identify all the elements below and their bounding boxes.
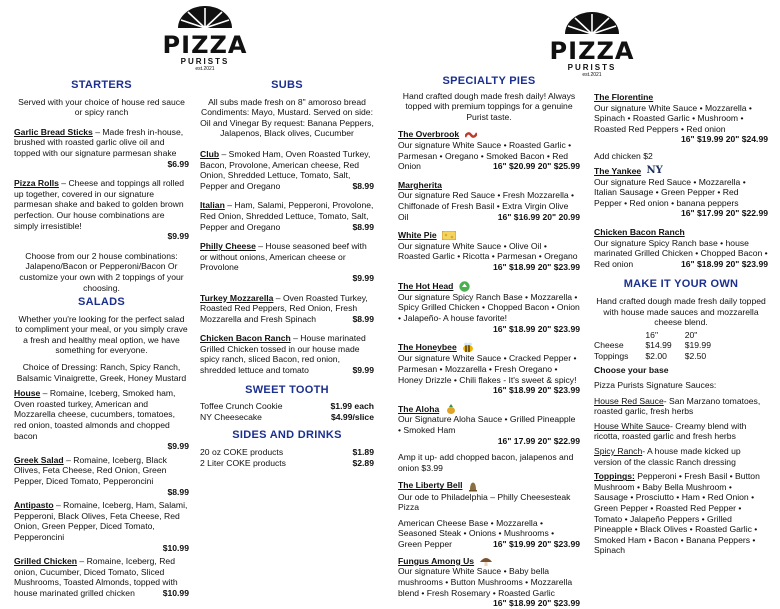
logo-est: est.2021 xyxy=(582,72,602,78)
sauce-desc: - A house made kicked up version of the classic Ranch dressing xyxy=(594,446,741,467)
item-name: The Liberty Bell xyxy=(398,480,463,491)
sauce-name: House Red Sauce xyxy=(594,395,664,406)
sweet-title: SWEET TOOTH xyxy=(245,383,329,396)
item-price: $10.99 xyxy=(162,587,189,598)
item-desc: Our signature White Sauce • Cracked Pepper • Parmesan • Mozzarella • Fresh Oregano • Honey Drizzle • Chili flakes - It's sweet & spicy! xyxy=(398,353,577,385)
item-name: Garlic Bread Sticks xyxy=(14,126,93,137)
menu-item xyxy=(594,166,768,219)
menu-item xyxy=(398,129,580,171)
table-row xyxy=(594,351,724,362)
item-name: Margherita xyxy=(398,179,442,190)
item-price: $8.99 xyxy=(352,180,374,191)
item-desc: – Romaine, Iceberg, Smoked ham, Oven roasted turkey, American and Mozzarella cheese, cucumbers, tomatoes, red onion, toasted almonds and chopped bacon xyxy=(14,388,176,441)
logo-est: est.2021 xyxy=(195,66,215,72)
item-price: 16" $18.99 20" $23.99 xyxy=(493,598,580,609)
table-row xyxy=(200,412,374,423)
menu-item xyxy=(200,241,374,283)
row-price: $1.99 each xyxy=(330,401,374,412)
sides-title: SIDES AND DRINKS xyxy=(232,429,342,442)
item-price: 16" $18.99 20" $23.99 xyxy=(493,385,580,396)
sweet-table xyxy=(200,401,374,422)
menu-item xyxy=(398,556,580,609)
item-price: 16" $20.99 20" $25.99 xyxy=(493,161,580,172)
item-desc: – Oven Roasted Turkey, Roasted Red Peppers, Red Onion, Fresh Mozzarella and Fresh Spinach xyxy=(200,292,368,324)
menu-item xyxy=(398,342,580,396)
starters-combos: Choose from our 2 house combinations: Jalapeno/Bacon or Pepperoni/Bacon Or customize your own with 2 toppings of your choosing. xyxy=(19,250,184,293)
item-price: $8.99 xyxy=(167,486,189,497)
size-header: 16" xyxy=(645,329,659,340)
table-row xyxy=(594,340,724,351)
item-desc: – Romaine, Iceberg, Red onion, Cucumber, Diced Tomato, Sliced Mushrooms, Toasted Almonds, topped with house marinated grilled chicken xyxy=(14,556,178,598)
row-price: $2.89 xyxy=(352,457,374,468)
column-starters-salads xyxy=(14,76,189,599)
item-price: $9.99 xyxy=(352,272,374,283)
item-desc: Our ode to Philadelphia – Philly Cheesesteak Pizza xyxy=(398,491,571,513)
item-desc: – Ham, Salami, Pepperoni, Provolone, Red Onion, Shredded Lettuce, Tomato, Salt, Pepper and Oregano xyxy=(200,200,374,232)
item-name: House xyxy=(14,388,41,399)
item-name: The Overbrook xyxy=(398,129,460,140)
salads-title: SALADS xyxy=(77,296,126,309)
row-name: 20 oz COKE products xyxy=(200,447,284,458)
item-desc: – Smoked Ham, Oven Roasted Turkey, Bacon, Provolone, American cheese, Red Onion, Shredded Lettuce, Tomato, Salt, Pepper and Oregano xyxy=(200,148,371,191)
item-price: 16" $18.99 20" $23.99 xyxy=(493,261,580,272)
row-price: $19.99 xyxy=(684,340,711,351)
column-specialty xyxy=(398,72,580,609)
item-desc: – Romaine, Iceberg, Ham, Salami, Pepperoni, Black Olives, Feta Cheese, Red Onion, Green Pepper, Diced Tomato, Pepperoncini xyxy=(14,500,188,542)
myo-price-table xyxy=(594,330,724,362)
specialty-title: SPECIALTY PIES xyxy=(442,75,536,87)
sides-table xyxy=(200,447,374,468)
item-price: 16" $16.99 20" 20.99 xyxy=(497,211,580,222)
sauce-desc: - San Marzano tomatoes, roasted garlic, fresh herbs xyxy=(594,395,761,417)
specialty-intro: Hand crafted dough made fresh daily! Always topped with premium toppings for a genuine Purist taste. xyxy=(402,90,576,122)
item-price: 16" $19.99 20" $23.99 xyxy=(493,539,580,550)
menu-item xyxy=(200,149,374,191)
item-price: $9.99 xyxy=(352,365,374,376)
menu-item xyxy=(200,200,374,232)
item-name: Antipasto xyxy=(14,500,54,511)
item-name: The Honeybee xyxy=(398,342,457,353)
sauce-item xyxy=(594,446,768,467)
sauces-heading: Pizza Purists Signature Sauces: xyxy=(594,380,717,391)
item-name: Greek Salad xyxy=(14,454,64,465)
item-desc: – Romaine, Iceberg, Black Olives, Feta Cheese, Red Onion, Green Pepper, Diced Tomato, Pepperoncini xyxy=(14,454,167,486)
column-subs xyxy=(200,76,374,468)
row-label: Toppings xyxy=(594,350,629,361)
item-desc: – Made fresh in-house, brushed with roasted garlic olive oil and topped with our signature parmesan shake xyxy=(14,126,184,158)
menu-item xyxy=(14,178,189,242)
item-desc: – House seasoned beef with or without onions, American cheese or Provolone xyxy=(200,241,367,273)
logo-word: PIZZA xyxy=(162,31,248,59)
salads-intro: Whether you're looking for the perfect salad to compliment your meal, or you simply crave a fresh and healthy meal option, we have something for everyone. xyxy=(15,313,188,356)
item-price: $10.99 xyxy=(162,542,189,553)
cheese-icon xyxy=(442,231,456,240)
menu-item xyxy=(398,180,580,222)
menu-item xyxy=(594,92,768,162)
pizza-dome-icon xyxy=(563,12,621,34)
item-price: 16" $17.99 20" $22.99 xyxy=(681,208,768,219)
myo-title: MAKE IT YOUR OWN xyxy=(623,278,739,291)
item-price: $8.99 xyxy=(352,313,374,324)
menu-item xyxy=(594,227,768,269)
menu-item xyxy=(398,404,580,474)
item-name: Philly Cheese xyxy=(200,241,256,252)
menu-item xyxy=(14,455,189,497)
table-row xyxy=(594,330,724,341)
sauce-item xyxy=(594,396,768,417)
item-desc: – Cheese and toppings all rolled up together, covered in our signature parmesan shake and baked to golden brown perfection. Our house combinations are simply irresistible! xyxy=(14,178,185,231)
item-price: 16" $18.99 20" $23.99 xyxy=(681,258,768,269)
item-name: White Pie xyxy=(398,230,437,241)
table-row xyxy=(200,458,374,469)
ny-logo-icon: NY xyxy=(646,165,663,176)
item-name: Chicken Bacon Ranch xyxy=(200,333,291,344)
item-extra: Add chicken $2 xyxy=(594,150,653,161)
table-row xyxy=(200,447,374,458)
row-price: $4.99/slice xyxy=(330,411,374,422)
starters-title: STARTERS xyxy=(71,79,132,91)
item-price: 16" $19.99 20" $24.99 xyxy=(681,134,768,145)
menu-item xyxy=(200,293,374,325)
logo-right xyxy=(542,12,642,78)
item-price: 16" $18.99 20" $23.99 xyxy=(493,323,580,334)
item-desc: Our Signature Aloha Sauce • Grilled Pineapple • Smoked Ham xyxy=(398,414,576,436)
item-name: The Yankee xyxy=(594,165,642,176)
item-name: Fungus Among Us xyxy=(398,555,475,566)
hot-head-icon xyxy=(459,281,470,292)
item-name: Turkey Mozzarella xyxy=(200,292,274,303)
column-right xyxy=(594,92,768,556)
item-price: $8.99 xyxy=(352,221,374,232)
liberty-bell-icon xyxy=(468,481,478,492)
row-price: $2.50 xyxy=(684,350,707,361)
item-price: $9.99 xyxy=(167,441,189,452)
item-name: Club xyxy=(200,148,220,159)
row-price: $1.89 xyxy=(352,447,374,458)
toppings-label: Toppings: xyxy=(594,471,635,482)
logo-sub: PURISTS xyxy=(567,63,617,72)
item-desc: Our signature White Sauce • Olive Oil • Roasted Garlic • Ricotta • Parmesan • Oregano xyxy=(398,240,578,262)
item-price: 16" 17.99 20" $22.99 xyxy=(497,435,580,446)
menu-item xyxy=(14,556,189,598)
toppings-text: Pepperoni • Fresh Basil • Button Mushroom • Baby Bella Mushroom • Sausage • Prosciutto • Ham • Red Onion • Green Pepper • Roasted Red Pepper • Tomato • Jalapeño Peppers • Grilled Pineapple • Black Olives • Roasted Garlic • Smoked Ham • Bacon • Banana Peppers • Spinach xyxy=(594,471,760,556)
sauce-name: House White Sauce xyxy=(594,420,670,431)
item-desc: Our signature White Sauce • Mozzarella • Spinach • Roasted Garlic • Mushroom • Roasted Red Peppers • Red onion xyxy=(594,102,752,134)
logo-sub: PURISTS xyxy=(180,57,230,66)
item-price: $9.99 xyxy=(167,231,189,242)
item-name: The Aloha xyxy=(398,403,440,414)
bee-icon xyxy=(462,342,474,353)
row-name: NY Cheesecake xyxy=(200,411,262,422)
item-desc: Our signature Spicy Ranch base • house marinated Grilled Chicken • Chopped Bacon • Red onion xyxy=(594,237,768,269)
logo-left xyxy=(155,6,255,72)
row-name: Toffee Crunch Cookie xyxy=(200,401,283,412)
sauce-name: Spicy Ranch xyxy=(594,446,643,457)
subs-title: SUBS xyxy=(271,79,303,91)
menu-item xyxy=(14,500,189,553)
item-name: Italian xyxy=(200,200,225,211)
pineapple-icon xyxy=(445,404,457,414)
size-header: 20" xyxy=(684,329,698,340)
pizza-dome-icon xyxy=(176,6,234,28)
item-desc: Our signature Red Sauce • Mozzarella • Italian Sausage • Green Pepper • Red Pepper • Red onion • banana peppers xyxy=(594,176,746,208)
toppings-list xyxy=(594,471,768,556)
starters-intro: Served with your choice of house red sauce or spicy ranch xyxy=(18,96,185,118)
salads-dressing: Choice of Dressing: Ranch, Spicy Ranch, Balsamic Vinaigrette, Greek, Honey Mustard xyxy=(16,362,187,383)
menu-item xyxy=(398,281,580,335)
menu-item xyxy=(398,230,580,272)
row-price: $2.00 xyxy=(645,350,667,361)
menu-item xyxy=(398,480,580,549)
item-price: $6.99 xyxy=(167,158,189,169)
item-name: Grilled Chicken xyxy=(14,556,78,567)
item-name: Pizza Rolls xyxy=(14,178,59,189)
table-row xyxy=(200,401,374,412)
menu-item xyxy=(14,388,189,452)
sauce-desc: - Creamy blend with ricotta, roasted garlic and fresh herbs xyxy=(594,420,747,442)
menu-item xyxy=(200,333,374,375)
base-heading: Choose your base xyxy=(594,364,669,375)
item-desc: Our signature Red Sauce • Fresh Mozzarella • Chiffonade of Fresh Basil • Extra Virgin Olive Oil xyxy=(398,190,575,222)
item-name: The Hot Head xyxy=(398,280,454,291)
mushroom-icon xyxy=(479,556,493,566)
menu-item xyxy=(14,127,189,169)
bacon-icon xyxy=(465,131,477,139)
item-name: Chicken Bacon Ranch xyxy=(594,226,685,237)
logo-word: PIZZA xyxy=(549,37,635,65)
row-label: Cheese xyxy=(594,340,624,351)
item-desc: – House marinated Grilled Chicken tossed in our house made spicy ranch, sliced Bacon, red onion, shredded lettuce and tomato xyxy=(200,333,366,376)
item-extra: Amp it up- add chopped bacon, jalapenos and onion $3.99 xyxy=(398,452,574,473)
row-name: 2 Liter COKE products xyxy=(200,457,286,468)
row-price: $14.99 xyxy=(645,340,672,351)
item-name: The Florentine xyxy=(594,92,654,102)
sauce-item xyxy=(594,421,768,442)
myo-intro: Hand crafted dough made fresh daily topped with house made sauces and mozzarella cheese blend. xyxy=(596,295,766,328)
subs-intro: All subs made fresh on 8" amoroso bread Condiments: Mayo, Mustard. Served on side: Oil and Vinegar By request: Banana Peppers, Jalapenos, Black olives, Cucumber xyxy=(200,96,374,139)
item-desc: Our signature White Sauce • Baby bella mushrooms • Button Mushrooms • Mozzarella blend • Fresh Rosemary • Roasted Garlic xyxy=(398,566,573,598)
item-desc: Our signature White Sauce • Roasted Garlic • Parmesan • Oregano • Smoked Bacon • Red Onion xyxy=(398,139,572,172)
item-desc: Our signature Spicy Ranch Base • Mozzarella • Spicy Grilled Chicken • Chopped Bacon • Onion • Jalapeño- A house favorite! xyxy=(398,291,580,323)
item-extra: American Cheese Base • Mozzarella • Seasoned Steak • Onions • Mushrooms • Green Pepper xyxy=(398,517,555,550)
